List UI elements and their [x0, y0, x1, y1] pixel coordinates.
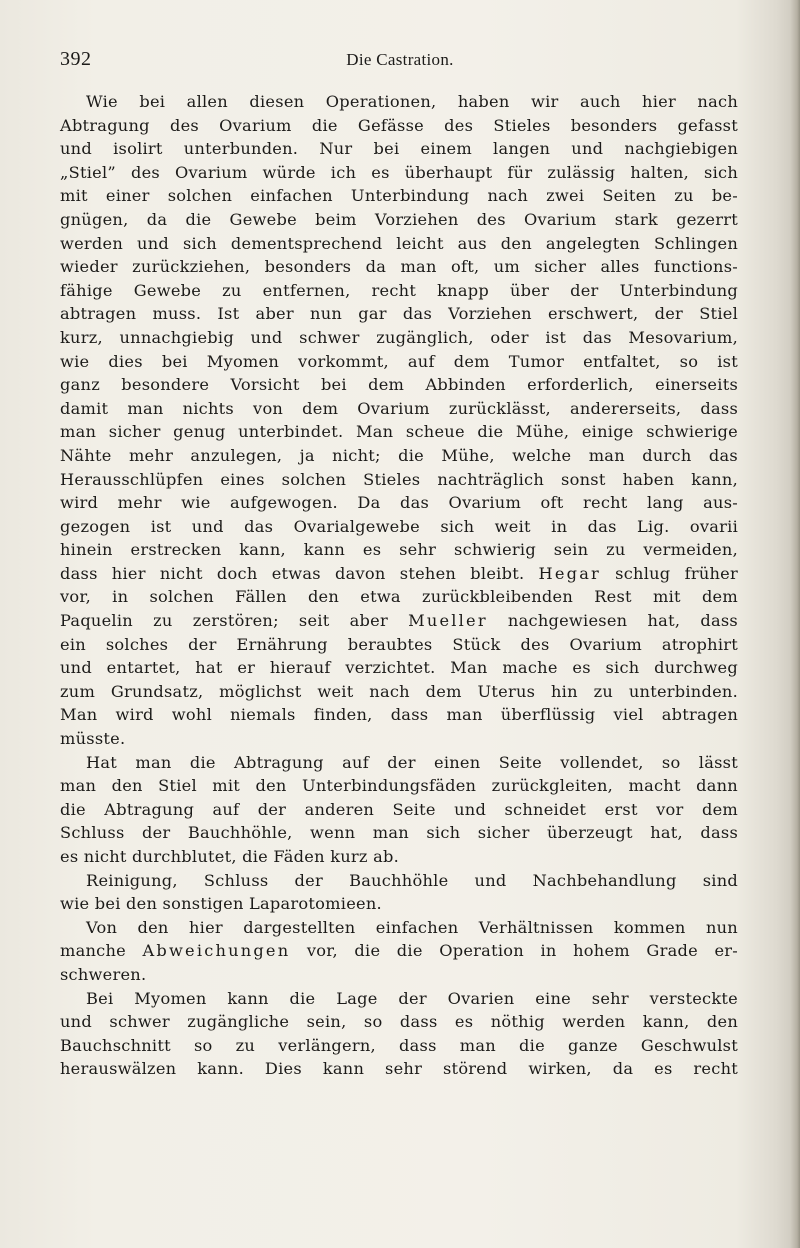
text-line: und schwer zugängliche sein, so dass es nöthig werden kann, den	[60, 1012, 738, 1032]
text-line: zum Grundsatz, möglichst weit nach dem Uterus hin zu unterbinden.	[60, 681, 738, 701]
text-line: es nicht durchblutet, die Fäden kurz ab.	[60, 847, 400, 866]
text-line: abtragen muss. Ist aber nun gar das Vorziehen erschwert, der Stiel	[60, 304, 738, 324]
text-line: die Abtragung auf der anderen Seite und schneidet erst vor dem	[60, 799, 738, 819]
text-line: schweren.	[60, 964, 147, 984]
text-line: und isolirt unterbunden. Nur bei einem langen und nachgiebigen	[60, 139, 738, 159]
text-line: kurz, unnachgiebig und schwer zugänglich, oder ist das Mesovarium,	[60, 327, 738, 347]
paragraph	[60, 90, 738, 751]
text-line: Schluss der Bauchhöhle, wenn man sich sicher überzeugt hat, dass	[60, 823, 738, 843]
paragraph-container	[60, 90, 738, 1081]
text-line: dass hier nicht doch etwas davon stehen bleibt. Hegar schlug früher	[60, 563, 738, 583]
text-line: Von den hier dargestellten einfachen Verhältnissen kommen nun	[86, 917, 738, 937]
text-line: wieder zurückziehen, besonders da man oft, um sicher alles functions-	[60, 257, 738, 277]
text-line: manche Abweichungen vor, die die Operation in hohem Grade er-	[60, 941, 738, 961]
text-line: herauswälzen kann. Dies kann sehr störend wirken, da es recht	[60, 1059, 738, 1079]
spaced-emphasis: Abweichungen	[142, 941, 291, 961]
text-line: mit einer solchen einfachen Unterbindung nach zwei Seiten zu be-	[60, 186, 738, 206]
page-header	[60, 48, 740, 78]
text-line: man sicher genug unterbindet. Man scheue die Mühe, einige schwierige	[60, 422, 738, 442]
paragraph	[60, 916, 738, 987]
text-line: werden und sich dementsprechend leicht aus den angelegten Schlingen	[60, 233, 738, 253]
text-line: Bei Myomen kann die Lage der Ovarien eine sehr versteckte	[86, 988, 738, 1008]
spaced-emphasis: Mueller	[408, 611, 488, 631]
body-text	[60, 90, 738, 1081]
text-line: Man wird wohl niemals finden, dass man überflüssig viel abtragen	[60, 705, 738, 725]
text-line: wie dies bei Myomen vorkommt, auf dem Tumor entfaltet, so ist	[60, 351, 738, 371]
text-line: Reinigung, Schluss der Bauchhöhle und Nachbehandlung sind	[86, 870, 738, 890]
text-line: müsste.	[60, 729, 126, 749]
page-number: 392	[60, 48, 92, 70]
paragraph	[60, 751, 738, 869]
text-line: Hat man die Abtragung auf der einen Seite vollendet, so lässt	[86, 752, 738, 772]
text-line: und entartet, hat er hierauf verzichtet. Man mache es sich durchweg	[60, 658, 738, 678]
text-line: Herausschlüpfen eines solchen Stieles nachträglich sonst haben kann,	[60, 469, 738, 489]
text-line: Paquelin zu zerstören; seit aber Mueller nachgewiesen hat, dass	[60, 611, 738, 631]
page-edge-shadow	[790, 0, 800, 1248]
text-line: hinein erstrecken kann, kann es sehr schwierig sein zu vermeiden,	[60, 540, 738, 560]
text-line: damit man nichts von dem Ovarium zurücklässt, andererseits, dass	[60, 398, 738, 418]
text-line: vor, in solchen Fällen den etwa zurückbleibenden Rest mit dem	[60, 587, 738, 607]
text-line: ein solches der Ernährung beraubtes Stück des Ovarium atrophirt	[60, 634, 738, 654]
paragraph	[60, 987, 738, 1081]
text-line: man den Stiel mit den Unterbindungsfäden zurückgleiten, macht dann	[60, 776, 738, 796]
text-line: gezogen ist und das Ovarialgewebe sich weit in das Lig. ovarii	[60, 516, 738, 536]
text-line: „Stiel” des Ovarium würde ich es überhaupt für zulässig halten, sich	[60, 162, 738, 182]
running-title: Die Castration.	[346, 50, 454, 69]
paragraph	[60, 869, 738, 916]
text-line: Nähte mehr anzulegen, ja nicht; die Mühe, welche man durch das	[60, 445, 738, 465]
text-line: gnügen, da die Gewebe beim Vorziehen des Ovarium stark gezerrt	[60, 209, 738, 229]
text-line: Abtragung des Ovarium die Gefässe des Stieles besonders gefasst	[60, 115, 738, 135]
spaced-emphasis: Hegar	[538, 563, 601, 583]
text-line: Wie bei allen diesen Operationen, haben wir auch hier nach	[86, 92, 738, 111]
text-line: ganz besondere Vorsicht bei dem Abbinden erforderlich, einerseits	[60, 375, 738, 395]
text-line: wird mehr wie aufgewogen. Da das Ovarium oft recht lang aus-	[60, 493, 738, 513]
text-line: fähige Gewebe zu entfernen, recht knapp über der Unterbindung	[60, 280, 738, 300]
text-line: Bauchschnitt so zu verlängern, dass man die ganze Geschwulst	[60, 1035, 738, 1055]
text-line: wie bei den sonstigen Laparotomieen.	[60, 894, 382, 914]
